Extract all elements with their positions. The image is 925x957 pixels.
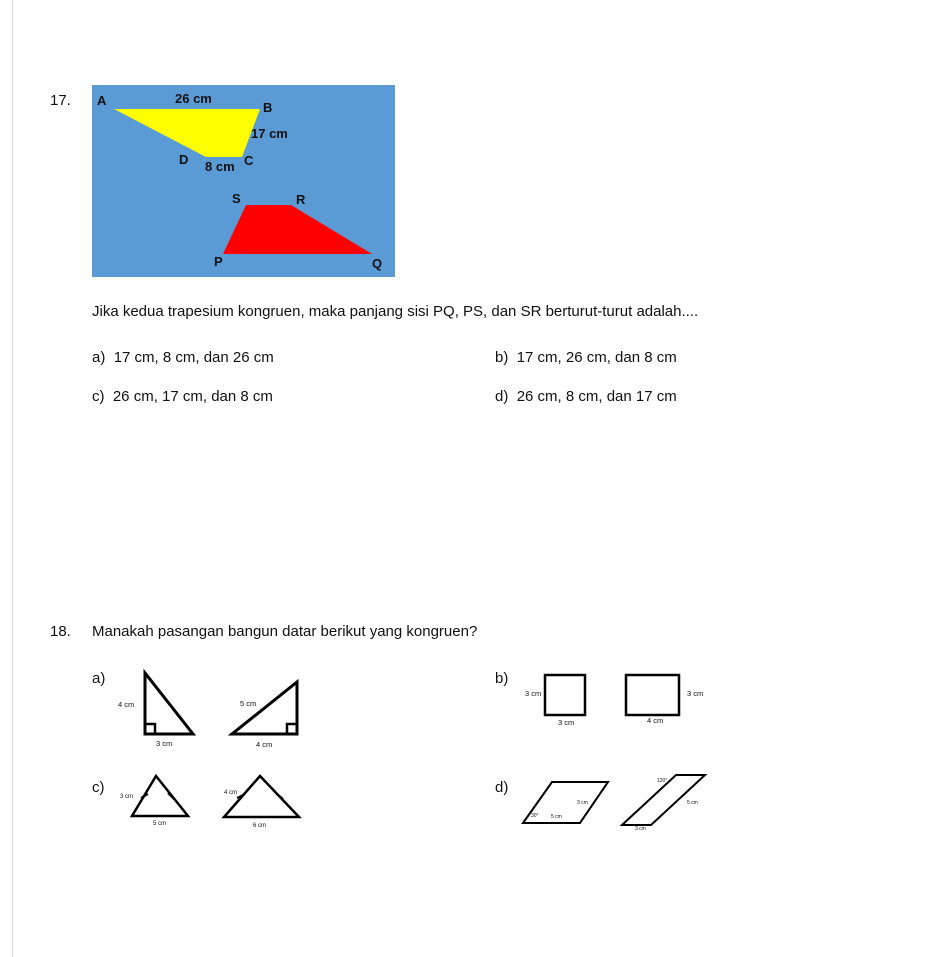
q17-option-c[interactable] (92, 388, 273, 405)
isosceles-triangle-1 (132, 776, 188, 816)
side-dc-label: 8 cm (205, 159, 235, 174)
q18-option-b-figure[interactable] (515, 665, 715, 735)
vertex-c-label: C (244, 153, 254, 168)
q18-option-c-letter[interactable]: c) (92, 779, 105, 796)
q18-option-d-letter[interactable]: d) (495, 779, 509, 796)
rectangle-2 (626, 675, 679, 715)
s2-side-label: 3 cm (687, 689, 704, 698)
t1-side-label: 4 cm (118, 700, 135, 709)
question-18-text: Manakah pasangan bangun datar berikut yang kongruen? (92, 623, 478, 640)
option-letter: b) (495, 349, 509, 366)
q18-option-d-figure[interactable] (515, 770, 715, 835)
vertex-d-label: D (179, 152, 189, 167)
s1-base-label: 3 cm (558, 718, 575, 727)
s2-base-label: 4 cm (647, 716, 664, 725)
c2-side-label: 4 cm (224, 790, 238, 796)
vertex-a-label: A (97, 93, 107, 108)
d2-angle-label: 120° (657, 778, 668, 784)
c1-side-label: 3 cm (120, 794, 134, 800)
vertex-s-label: S (232, 191, 241, 206)
vertex-q-label: Q (372, 256, 383, 271)
isosceles-triangle-2 (224, 776, 299, 817)
side-ab-label: 26 cm (175, 91, 212, 106)
side-bc-label: 17 cm (251, 126, 288, 141)
t2-base-label: 4 cm (256, 740, 273, 749)
option-letter: c) (92, 388, 105, 405)
page-left-border (12, 0, 13, 957)
square-1 (545, 675, 585, 715)
option-text: 26 cm, 8 cm, dan 17 cm (516, 388, 677, 405)
d2-base-label: 3 cm (635, 826, 646, 832)
q17-option-d[interactable] (495, 388, 677, 405)
q17-option-b[interactable] (495, 349, 677, 366)
option-text: 17 cm, 26 cm, dan 8 cm (516, 349, 677, 366)
q17-trapezium-figure (92, 85, 395, 277)
option-text: 26 cm, 17 cm, dan 8 cm (112, 388, 273, 405)
c1-base-label: 5 cm (153, 821, 167, 827)
d1-base-label: 5 cm (551, 814, 562, 820)
d1-angle-label: 30° (531, 813, 539, 819)
q18-option-b-letter[interactable]: b) (495, 670, 509, 687)
c2-base-label: 6 cm (253, 823, 267, 829)
t1-base-label: 3 cm (156, 739, 173, 748)
q18-option-a-figure[interactable] (108, 665, 308, 755)
vertex-b-label: B (263, 100, 273, 115)
option-letter: d) (495, 388, 509, 405)
vertex-r-label: R (296, 192, 306, 207)
option-text: 17 cm, 8 cm, dan 26 cm (113, 349, 274, 366)
q18-option-a-letter[interactable]: a) (92, 670, 106, 687)
question-17-number: 17. (50, 92, 71, 109)
question-17-text: Jika kedua trapesium kongruen, maka panjang sisi PQ, PS, dan SR berturut-turut adalah.... (92, 303, 699, 320)
vertex-p-label: P (214, 254, 223, 269)
q17-option-a[interactable] (92, 349, 274, 366)
q18-option-c-figure[interactable] (108, 770, 308, 835)
t2-hyp-label: 5 cm (240, 699, 257, 708)
d1-side-label: 3 cm (577, 800, 588, 806)
question-18-number: 18. (50, 623, 71, 640)
s1-side-label: 3 cm (525, 689, 542, 698)
option-letter: a) (92, 349, 106, 366)
d2-side-label: 5 cm (687, 800, 698, 806)
